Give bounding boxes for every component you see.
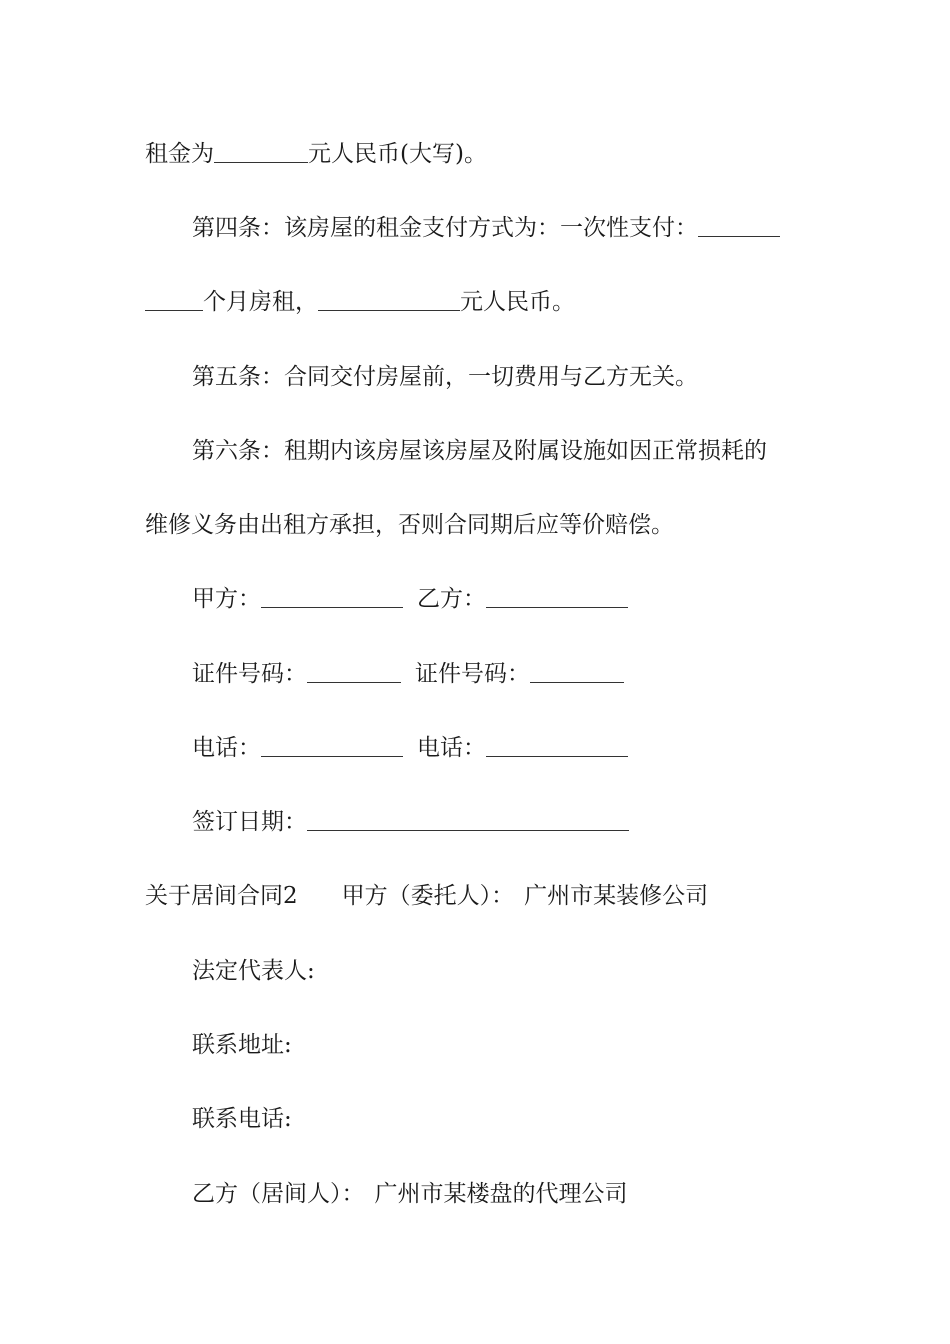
- rent-line: [145, 139, 815, 169]
- legal-rep-line: [192, 956, 862, 986]
- rent-amount-blank[interactable]: [214, 142, 308, 163]
- payment-amount-blank[interactable]: [318, 290, 460, 311]
- article-4-months-text: 个月房租，: [203, 289, 318, 315]
- article-5-line: [192, 362, 862, 392]
- contract-2-heading-line: [145, 881, 815, 911]
- article-4-line: [192, 213, 862, 243]
- id-b-label: 证件号码：: [415, 661, 530, 687]
- id-a-label: 证件号码：: [192, 661, 307, 687]
- party-b-intermediary-name: 广州市某楼盘的代理公司: [374, 1181, 628, 1207]
- article-4-continued-line: [145, 287, 815, 317]
- article-4-text: 第四条：该房屋的租金支付方式为：一次性支付：: [192, 215, 698, 241]
- contract-2-title: 关于居间合同2: [145, 883, 298, 909]
- article-6-line: [192, 436, 862, 466]
- rent-prefix: 租金为: [145, 141, 214, 167]
- contract-2-party-a-label: 甲方（委托人）：: [341, 883, 515, 909]
- article-4-amount-text: 元人民币。: [460, 289, 575, 315]
- phone-b-blank[interactable]: [486, 736, 628, 757]
- phone-a-label: 电话：: [192, 735, 261, 761]
- phone-b-label: 电话：: [417, 735, 486, 761]
- article-6-continued-text: 维修义务由出租方承担，否则合同期后应等价赔偿。: [145, 512, 674, 538]
- article-5-text: 第五条：合同交付房屋前，一切费用与乙方无关。: [192, 364, 698, 390]
- party-b-intermediary-line: [192, 1179, 862, 1209]
- phone-a-blank[interactable]: [261, 736, 403, 757]
- party-b-blank[interactable]: [486, 587, 628, 608]
- id-a-blank[interactable]: [307, 662, 401, 683]
- sign-date-blank[interactable]: [307, 810, 629, 831]
- sign-date-label: 签订日期：: [192, 809, 307, 835]
- party-signature-line: [192, 584, 862, 614]
- months-blank[interactable]: [145, 290, 203, 311]
- party-b-intermediary-label: 乙方（居间人）：: [192, 1181, 365, 1207]
- party-a-label: 甲方：: [192, 586, 261, 612]
- address-line: [192, 1030, 862, 1060]
- article-6-continued-line: [145, 510, 815, 540]
- payment-method-blank[interactable]: [698, 216, 780, 237]
- sign-date-line: [192, 807, 862, 837]
- address-label: 联系地址:: [192, 1032, 292, 1058]
- id-b-blank[interactable]: [530, 662, 624, 683]
- id-number-line: [192, 659, 862, 689]
- contract-2-party-a-name: 广州市某装修公司: [524, 883, 709, 909]
- legal-rep-label: 法定代表人:: [192, 958, 315, 984]
- phone-line: [192, 733, 862, 763]
- article-6-text: 第六条：租期内该房屋该房屋及附属设施如因正常损耗的: [192, 438, 767, 464]
- party-a-blank[interactable]: [261, 587, 403, 608]
- rent-suffix: 元人民币(大写)。: [308, 141, 487, 167]
- contact-phone-label: 联系电话:: [192, 1106, 292, 1132]
- party-b-label: 乙方：: [417, 586, 486, 612]
- contact-phone-line: [192, 1104, 862, 1134]
